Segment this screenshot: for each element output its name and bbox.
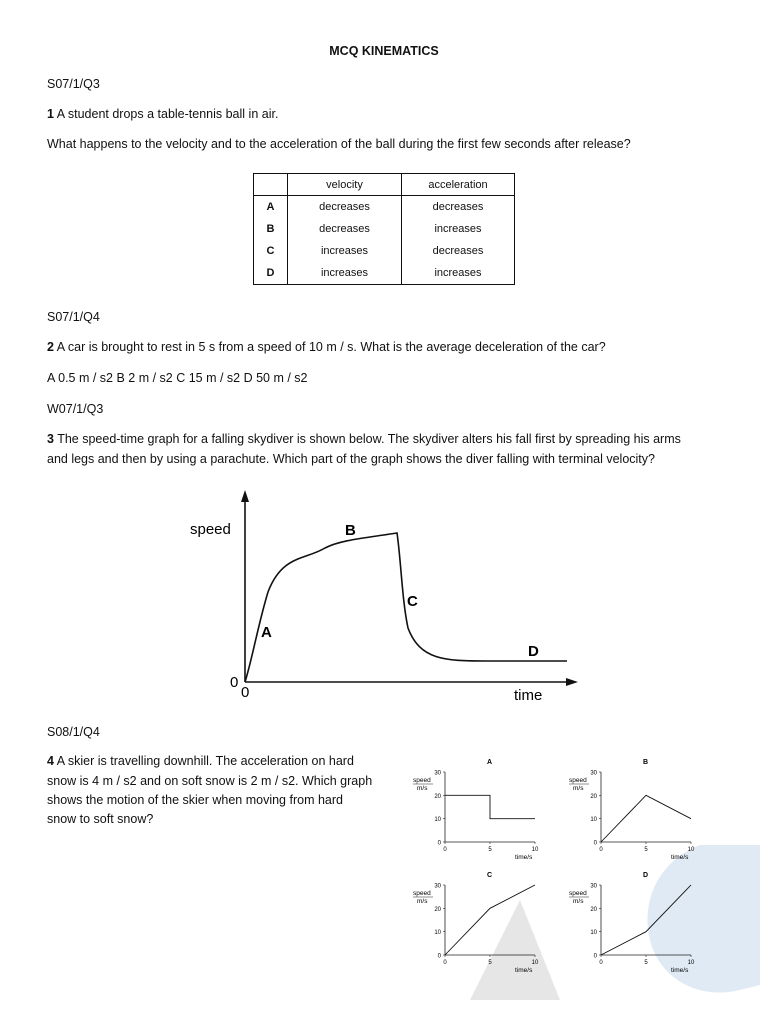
chart-d-ylabel-unit: m/s (573, 898, 584, 905)
table-cell: decreases (402, 196, 515, 219)
q1-question: What happens to the velocity and to the acceleration of the ball during the first few seconds after release? (47, 137, 631, 151)
table-cell: C (254, 240, 288, 262)
chart-b-y-tick-label: 20 (590, 793, 597, 800)
table-cell: increases (288, 262, 402, 285)
chart-b-x-tick-label: 0 (599, 847, 603, 853)
chart-d-x-tick-label: 5 (644, 960, 648, 966)
q3-stem-line2: and legs and then by using a parachute. Which part of the graph shows the diver falling with terminal velocity? (47, 452, 655, 466)
chart-c-y-tick-label: 10 (434, 930, 441, 937)
q1-number: 1 (47, 107, 54, 121)
q2-ref: S07/1/Q4 (47, 310, 100, 324)
chart-d-x-tick-label: 10 (687, 960, 695, 966)
chart-b-y-tick-label: 30 (590, 770, 597, 777)
chart-a-y-tick-label: 20 (434, 793, 441, 800)
chart-d-ylabel: speed (569, 890, 587, 897)
q4-line2: snow is 4 m / s2 and on soft snow is 2 m / s2. Which graph (47, 774, 373, 788)
q4-line1-text: A skier is travelling downhill. The acceleration on hard (56, 754, 354, 768)
chart-b-x-tick-label: 5 (644, 847, 648, 853)
q4-line3: shows the motion of the skier when moving from hard (47, 793, 343, 807)
graph-label-b: B (345, 522, 356, 539)
chart-a-x-tick-label: 10 (531, 847, 539, 853)
chart-a-panel-label: A (487, 759, 493, 766)
chart-b-ylabel-unit: m/s (573, 785, 584, 792)
chart-c-x-tick-label: 5 (488, 960, 492, 966)
chart-d-y-tick-label: 10 (590, 930, 597, 937)
q2-stem-text: A car is brought to rest in 5 s from a speed of 10 m / s. What is the average deceleration of the car? (56, 340, 606, 354)
q2-options: A 0.5 m / s2 B 2 m / s2 C 15 m / s2 D 50 m / s2 (47, 371, 308, 385)
table-cell: A (254, 196, 288, 219)
chart-b-xlabel: time/s (671, 854, 689, 861)
chart-a-xlabel: time/s (515, 854, 533, 861)
q2-number: 2 (47, 340, 54, 354)
chart-a-x-tick-label: 5 (488, 847, 492, 853)
graph-origin-y: 0 (230, 674, 239, 691)
chart-b-panel-label: B (643, 759, 649, 766)
chart-b-series-line (601, 795, 691, 842)
graph-label-d: D (528, 643, 539, 660)
q1-ref: S07/1/Q3 (47, 77, 100, 91)
q4-line4: snow to soft snow? (47, 812, 154, 826)
table-cell: increases (402, 262, 515, 285)
chart-c-ylabel: speed (413, 890, 431, 897)
q3-ref: W07/1/Q3 (47, 402, 104, 416)
chart-a-y-tick-label: 10 (434, 817, 441, 824)
chart-a-ylabel-unit: m/s (417, 785, 428, 792)
chart-d-x-tick-label: 0 (599, 960, 603, 966)
chart-a-y-tick-label: 0 (437, 840, 441, 847)
chart-c-ylabel-unit: m/s (417, 898, 428, 905)
q3-number: 3 (47, 432, 54, 446)
chart-d-panel-label: D (643, 872, 649, 879)
chart-d-series-line (601, 885, 691, 955)
chart-c-y-tick-label: 0 (437, 953, 441, 960)
chart-a-y-tick-label: 30 (434, 770, 441, 777)
chart-b-y-tick-label: 10 (590, 817, 597, 824)
chart-b-x-tick-label: 10 (687, 847, 695, 853)
chart-c-y-tick-label: 20 (434, 906, 441, 913)
chart-c-panel-label: C (487, 872, 493, 879)
chart-a-x-tick-label: 0 (443, 847, 447, 853)
table-cell: increases (402, 218, 515, 240)
q3-stem-text: The speed-time graph for a falling skydiver is shown below. The skydiver alters his fall first by spreading his arms (57, 432, 681, 446)
q4-number: 4 (47, 754, 54, 768)
graph-origin-x: 0 (241, 684, 250, 701)
graph-label-a: A (261, 624, 272, 641)
q4-ref: S08/1/Q4 (47, 725, 100, 739)
chart-a-ylabel: speed (413, 777, 431, 784)
chart-d-y-tick-label: 30 (590, 883, 597, 890)
chart-a-series-line (445, 795, 535, 818)
chart-d-xlabel: time/s (671, 967, 689, 974)
q1-stem-text: A student drops a table-tennis ball in air. (56, 107, 279, 121)
chart-c-x-tick-label: 10 (531, 960, 539, 966)
graph-label-c: C (407, 593, 418, 610)
table-cell: decreases (402, 240, 515, 262)
chart-d-y-tick-label: 0 (593, 953, 597, 960)
chart-c-y-tick-label: 30 (434, 883, 441, 890)
table-cell: decreases (288, 218, 402, 240)
table-header-acceleration: acceleration (402, 174, 515, 196)
chart-b-y-tick-label: 0 (593, 840, 597, 847)
chart-c-series-line (445, 885, 535, 955)
chart-c-x-tick-label: 0 (443, 960, 447, 966)
chart-c-xlabel: time/s (515, 967, 533, 974)
page-title: MCQ KINEMATICS (329, 44, 439, 58)
graph-xlabel: time (514, 687, 543, 704)
table-cell: B (254, 218, 288, 240)
chart-d-y-tick-label: 20 (590, 906, 597, 913)
table-header-velocity: velocity (288, 174, 402, 196)
table-cell: D (254, 262, 288, 285)
table-cell: increases (288, 240, 402, 262)
graph-ylabel: speed (190, 521, 231, 538)
table-cell: decreases (288, 196, 402, 219)
chart-b-ylabel: speed (569, 777, 587, 784)
